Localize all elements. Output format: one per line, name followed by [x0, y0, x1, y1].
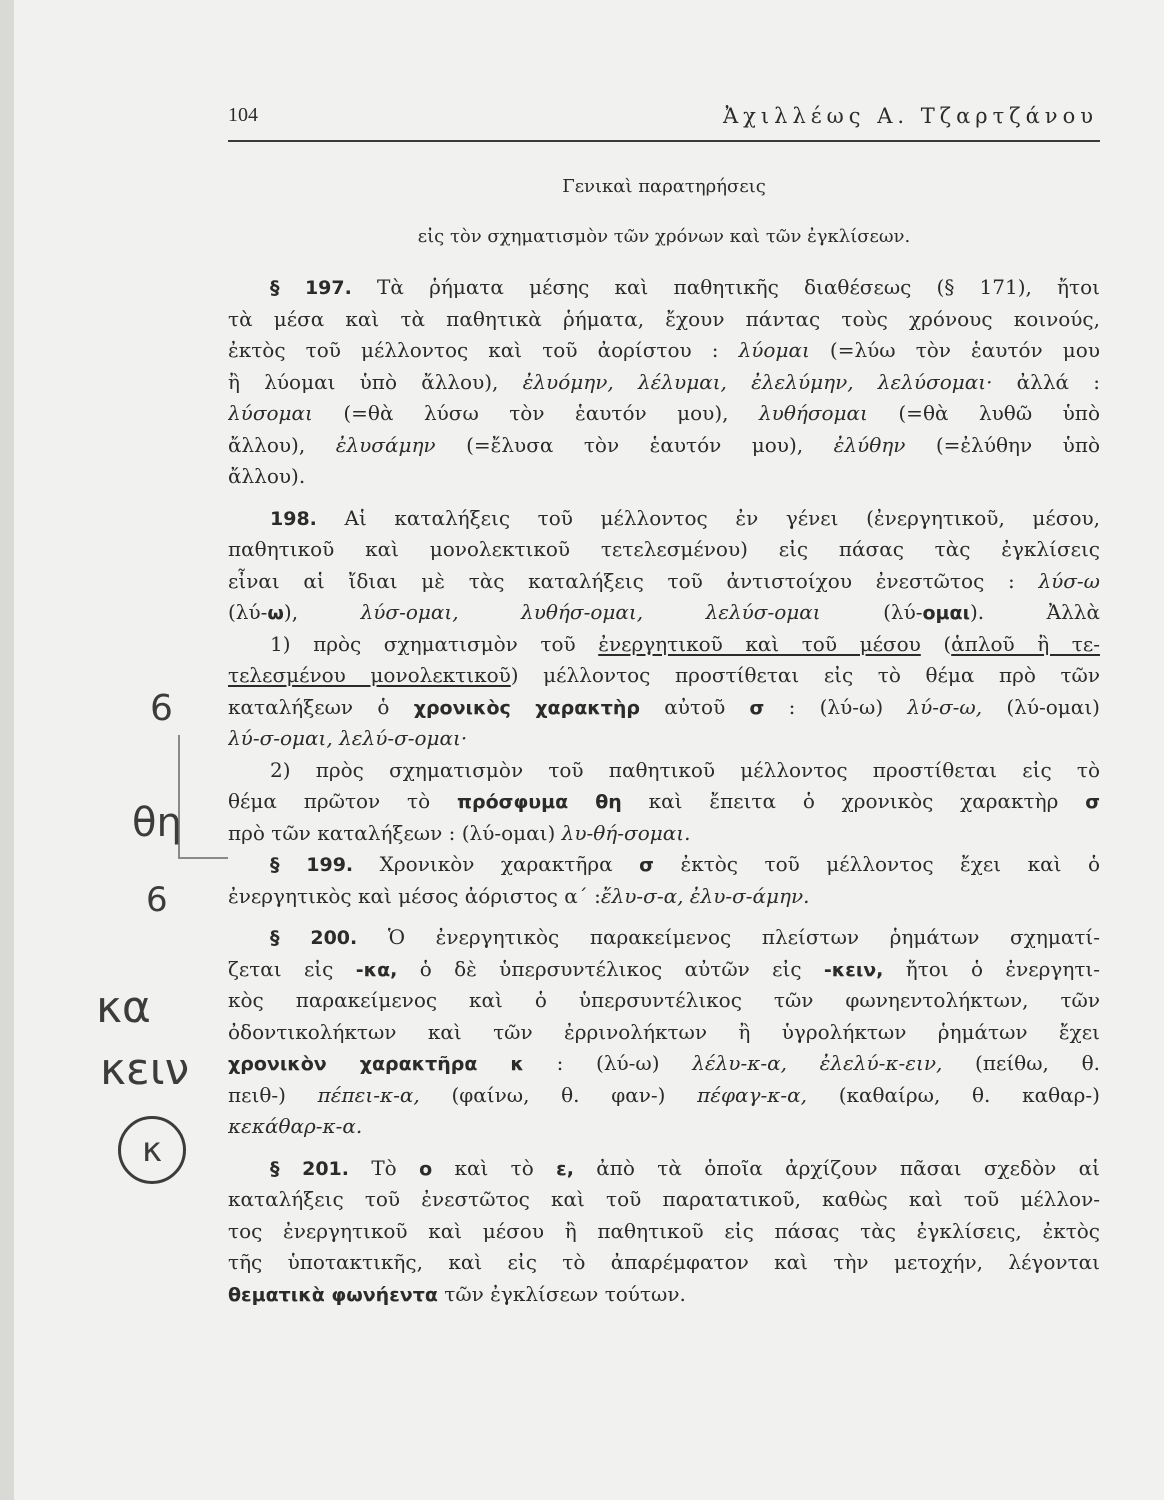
paragraph-197-line: [228, 430, 1100, 462]
paragraph-200-line: [228, 985, 1100, 1017]
text: εἶναι αἱ ἴδιαι μὲ τὰς καταλήξεις τοῦ ἀντιστοίχου ἐνεστῶτος :: [228, 568, 1039, 593]
text: αὐτοῦ: [640, 694, 750, 719]
text: παθητικοῦ καὶ μονολεκτικοῦ τετελεσμένου) εἰς πάσας τὰς ἐγκλίσεις: [228, 537, 1100, 561]
paragraph-198-line: [228, 566, 1100, 598]
text: (λύ-: [820, 600, 923, 624]
text: ὁ δὲ ὑπερσυντέλικος αὐτῶν εἰς: [397, 956, 824, 981]
text: (λύ-ομαι): [982, 694, 1100, 719]
text: Αἱ καταλήξεις τοῦ μέλλοντος ἐν γένει (ἐνεργητικοῦ, μέσου,: [316, 505, 1100, 530]
italic-form: ἔλυ-σ-α, ἐλυ-σ-άμην.: [600, 883, 810, 908]
paragraph-199-line: [228, 849, 1100, 881]
text: ). Ἀλλὰ: [970, 600, 1100, 624]
bold-term: ο: [419, 1157, 433, 1180]
paragraph-198-item1-line: [228, 692, 1100, 724]
paragraph-197-line: [228, 461, 1100, 493]
margin-note: κα: [96, 982, 151, 1033]
margin-note: θη: [132, 800, 182, 846]
text: πειθ-): [228, 1082, 318, 1107]
text: Ὁ ἐνεργητικὸς παρακείμενος πλείστων ῥημάτων σχηματί-: [357, 925, 1100, 949]
text: ζεται εἰς: [228, 956, 356, 981]
text: (=λύω τὸν ἑαυτόν μου: [809, 338, 1100, 362]
text: ἐκτὸς τοῦ μέλλοντος ἔχει καὶ ὁ: [653, 852, 1100, 876]
bold-term: σ: [639, 854, 654, 876]
paragraph-197-line: [228, 304, 1100, 336]
text: πρὸ τῶν καταλήξεων : (λύ-ομαι): [228, 820, 562, 845]
italic-form: λύσ-ω: [1038, 568, 1100, 593]
text: θέμα πρῶτον τὸ: [228, 789, 457, 813]
text: ),: [283, 600, 361, 624]
text: Χρονικὸν χαρακτῆρα: [353, 852, 640, 876]
paragraph-200-line: [228, 1017, 1100, 1049]
italic-form: λύσομαι: [228, 401, 313, 425]
paragraph-198-item1-line: [228, 660, 1100, 692]
text: ἀπὸ τὰ ὁποῖα ἀρχίζουν πᾶσαι σχεδὸν αἱ: [573, 1155, 1100, 1180]
paragraph-200-line: [228, 1080, 1100, 1112]
bold-ending: ω: [267, 602, 284, 624]
section-number: § 201.: [270, 1157, 349, 1180]
page-header: [228, 104, 1098, 138]
italic-form: λύ-σ-ομαι, λελύ-σ-ομαι·: [228, 726, 468, 750]
margin-bracket-mark: [178, 735, 228, 859]
bold-ending: ομαι: [922, 602, 970, 624]
text: τος ἐνεργητικοῦ καὶ μέσου ἢ παθητικοῦ εἰς πάσας τὰς ἐγκλίσεις, ἐκτὸς: [228, 1218, 1100, 1243]
text: (φαίνω, θ. φαν-): [419, 1082, 698, 1107]
italic-form: πέπει-κ-α,: [317, 1082, 420, 1107]
paragraph-198-line: [228, 597, 1100, 629]
paragraph-197-line: [228, 367, 1100, 399]
italic-form: λύ-σ-ω,: [907, 694, 983, 719]
text: 2) πρὸς σχηματισμὸν τοῦ παθητικοῦ μέλλοντος προστίθεται εἰς τὸ: [270, 757, 1100, 782]
text: ἐκτὸς τοῦ μέλλοντος καὶ τοῦ ἀορίστου :: [228, 338, 739, 362]
body-text: [228, 272, 1100, 1310]
italic-form: λυ-θή-σομαι.: [561, 820, 691, 845]
bold-term: ε,: [556, 1157, 574, 1180]
paragraph-198-line: [228, 503, 1100, 535]
text: Τὰ ῥήματα μέσης καὶ παθητικῆς διαθέσεως (§ 171), ἤτοι: [351, 275, 1100, 299]
text: : (λύ-ω): [523, 1051, 693, 1075]
italic-form: ἐλυσάμην: [335, 432, 436, 457]
header-rule: [228, 140, 1100, 142]
text: ἄλλου).: [228, 464, 306, 488]
paragraph-197-line: [228, 272, 1100, 304]
margin-note: 6: [150, 688, 173, 729]
bold-ending: -κα,: [355, 958, 398, 981]
italic-form: κεκάθαρ-κ-α.: [228, 1114, 363, 1138]
text: (=θὰ λυθῶ ὑπὸ: [867, 401, 1100, 425]
running-title: Ἀχιλλέως Α. Τζαρτζάνου: [723, 104, 1098, 128]
paragraph-199-line: [228, 881, 1100, 913]
text: ἢ λύομαι ὑπὸ ἄλλου),: [228, 369, 523, 394]
text: ἀλλά :: [992, 369, 1100, 394]
paragraph-200-line: [228, 1111, 1100, 1143]
margin-note: 6: [146, 880, 168, 920]
page-number: 104: [228, 104, 258, 126]
text: τῆς ὑποτακτικῆς, καὶ εἰς τὸ ἀπαρέμφατον καὶ τὴν μετοχήν, λέγονται: [228, 1250, 1100, 1274]
italic-form: λύσ-ομαι, λυθήσ-ομαι, λελύσ-ομαι: [360, 600, 821, 624]
paragraph-201-line: [228, 1279, 1100, 1311]
section-number: § 197.: [270, 277, 352, 299]
italic-form: ἐλυόμην, λέλυμαι, ἐλελύμην, λελύσομαι·: [522, 369, 993, 394]
paragraph-198-item1-line: [228, 629, 1100, 661]
margin-note-circled: κ: [118, 1116, 186, 1184]
underlined-text: ἁπλοῦ ἢ τε-: [951, 631, 1100, 656]
paragraph-201-line: [228, 1153, 1100, 1185]
bold-term: θεματικὰ φωνήεντα: [228, 1283, 438, 1306]
paragraph-200-line: [228, 954, 1100, 986]
section-number: § 200.: [270, 927, 358, 949]
text: ) μέλλοντος προστίθεται εἰς τὸ θέμα πρὸ τῶν: [510, 663, 1100, 687]
text: τῶν ἐγκλίσεων τούτων.: [437, 1281, 686, 1306]
section-number: 198.: [270, 507, 317, 530]
bold-term: χρονικὸς χαρακτὴρ: [413, 696, 641, 719]
underlined-text: τελεσμένου μονολεκτικοῦ: [228, 663, 511, 687]
italic-form: λύομαι: [738, 338, 810, 362]
text: καὶ τὸ: [432, 1155, 557, 1180]
text: : (λύ-ω): [764, 694, 908, 719]
underlined-text: ἐνεργητικοῦ καὶ τοῦ μέσου: [598, 631, 921, 656]
text: (=θὰ λύσω τὸν ἑαυτόν μου),: [312, 401, 759, 425]
italic-form: ἐλύθην: [833, 432, 906, 457]
bold-term: σ: [749, 696, 765, 719]
italic-form: λυθήσομαι: [758, 401, 868, 425]
bold-term: σ: [1085, 791, 1100, 813]
text: κὸς παρακείμενος καὶ ὁ ὑπερσυντέλικος τῶν φωνηεντολήκτων, τῶν: [228, 988, 1100, 1012]
margin-note: κειν: [100, 1044, 190, 1095]
text: τὰ μέσα καὶ τὰ παθητικὰ ῥήματα, ἔχουν πάντας τοὺς χρόνους κοινούς,: [228, 306, 1100, 331]
text: καταλήξεων ὁ: [228, 694, 414, 719]
bold-term: πρόσφυμα θη: [456, 791, 622, 813]
paragraph-201-line: [228, 1247, 1100, 1279]
text: ἄλλου),: [228, 432, 336, 457]
section-title: Γενικαὶ παρατηρήσεις: [562, 176, 766, 197]
paragraph-200-line: [228, 922, 1100, 954]
bold-ending: -κειν,: [823, 958, 884, 981]
paragraph-197-line: [228, 335, 1100, 367]
paragraph-201-line: [228, 1184, 1100, 1216]
paragraph-200-line: [228, 1048, 1100, 1080]
paragraph-197-line: [228, 398, 1100, 430]
bold-term: χρονικὸν χαρακτῆρα κ: [228, 1053, 524, 1075]
text: καταλήξεις τοῦ ἐνεστῶτος καὶ τοῦ παρατατικοῦ, καθὼς καὶ τοῦ μέλλον-: [228, 1187, 1100, 1211]
scan-edge: [0, 0, 14, 1500]
italic-form: λέλυ-κ-α, ἐλελύ-κ-ειν,: [692, 1051, 943, 1075]
text: Τὸ: [348, 1155, 420, 1180]
paragraph-198-item2-line: [228, 755, 1100, 787]
section-subtitle: εἰς τὸν σχηματισμὸν τῶν χρόνων καὶ τῶν ἐγκλίσεων.: [417, 226, 911, 247]
text: (=ἔλυσα τὸν ἑαυτόν μου),: [435, 432, 834, 457]
paragraph-201-line: [228, 1216, 1100, 1248]
text: (: [920, 631, 952, 656]
text: ὀδοντικολήκτων καὶ τῶν ἐρρινολήκτων ἢ ὑγρολήκτων ῥημάτων ἔχει: [228, 1019, 1100, 1044]
text: (καθαίρω, θ. καθαρ-): [807, 1082, 1100, 1107]
text: (πείθω, θ.: [942, 1051, 1100, 1075]
text: καὶ ἔπειτα ὁ χρονικὸς χαρακτὴρ: [621, 789, 1086, 813]
paragraph-198-item2-line: [228, 786, 1100, 818]
text: (=ἐλύθην ὑπὸ: [905, 432, 1100, 457]
text: ἤτοι ὁ ἐνεργητι-: [883, 956, 1100, 981]
text: 1) πρὸς σχηματισμὸν τοῦ: [270, 631, 599, 656]
section-number: § 199.: [270, 854, 354, 876]
text: (λύ-: [228, 600, 268, 624]
text: ἐνεργητικὸς καὶ μέσος ἀόριστος α΄ :: [228, 883, 601, 908]
paragraph-198-item1-line: [228, 723, 1100, 755]
paragraph-198-line: [228, 534, 1100, 566]
paragraph-198-item2-line: [228, 818, 1100, 850]
italic-form: πέφαγ-κ-α,: [697, 1082, 807, 1107]
